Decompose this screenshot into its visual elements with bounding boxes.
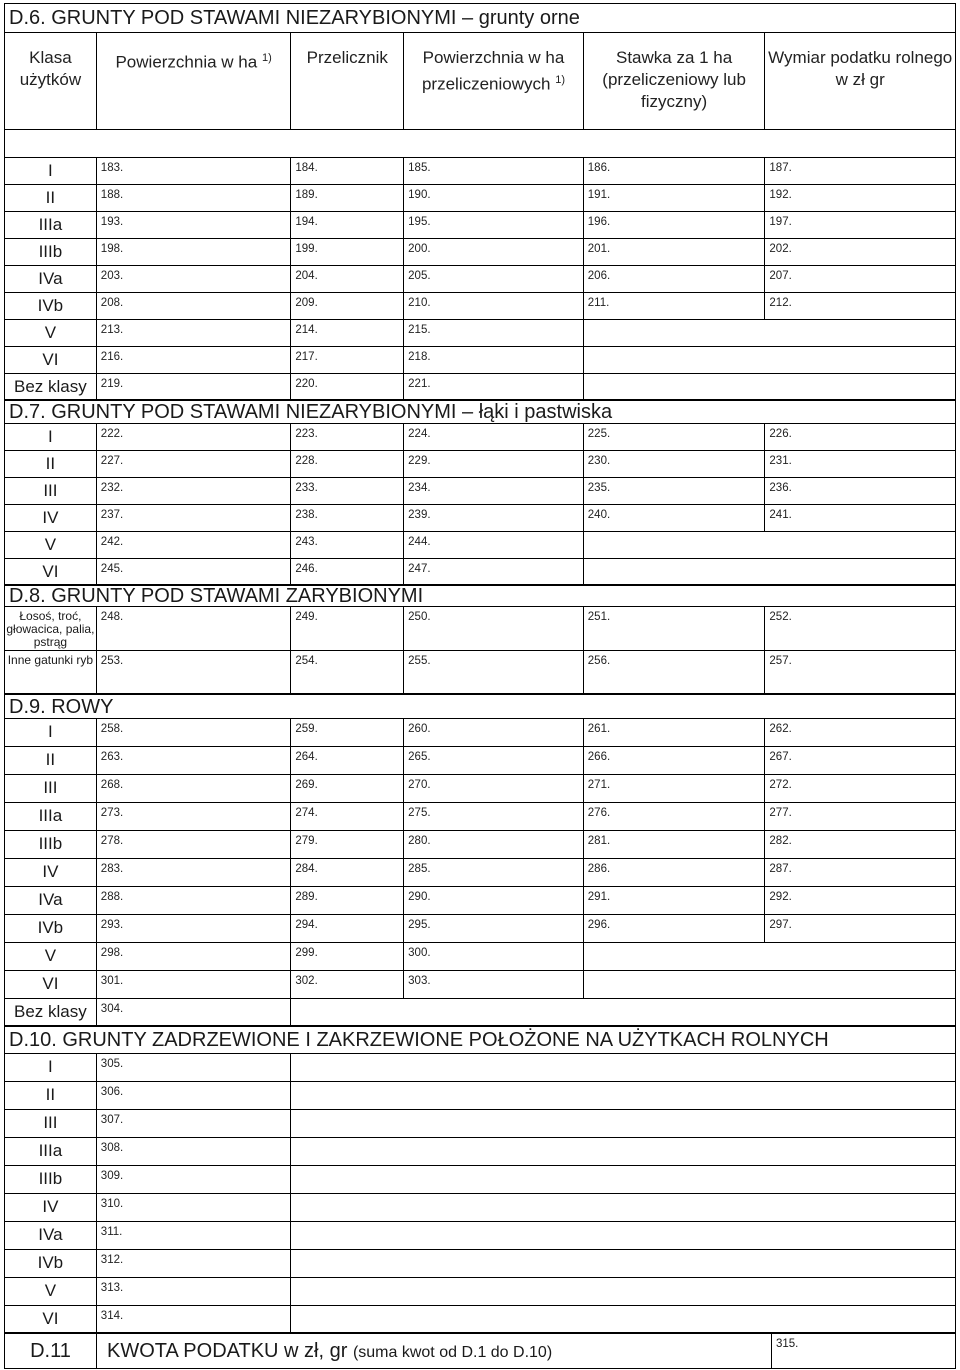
field-220[interactable]: 220. (291, 374, 404, 399)
field-289[interactable]: 289. (291, 887, 404, 914)
field-206[interactable]: 206. (584, 266, 766, 292)
table-row (4, 265, 956, 292)
field-268[interactable]: 268. (97, 775, 292, 802)
row-class-label: IVb (5, 293, 97, 319)
field-299[interactable]: 299. (291, 943, 404, 970)
field-261[interactable]: 261. (584, 719, 766, 746)
row-class-label: I (5, 424, 97, 450)
total-tax-note: (suma kwot od D.1 do D.10) (352, 1344, 553, 1361)
field-262[interactable]: 262. (769, 723, 792, 735)
field-212[interactable]: 212. (769, 297, 792, 309)
field-274[interactable]: 274. (291, 803, 404, 830)
field-291[interactable]: 291. (584, 887, 766, 914)
blank-cell (584, 532, 766, 558)
row-class-label: Bez klasy (5, 374, 97, 399)
field-201[interactable]: 201. (584, 239, 766, 265)
blank-cell (404, 1306, 584, 1332)
row-class-label: V (5, 320, 97, 346)
header-converted-area (404, 33, 584, 129)
header-tax (765, 33, 955, 129)
table-row (4, 346, 956, 373)
field-216[interactable]: 216. (97, 347, 292, 373)
field-306[interactable]: 306. (97, 1082, 292, 1109)
blank-cell (765, 971, 955, 998)
field-248[interactable]: 248. (97, 607, 292, 650)
field-253[interactable]: 253. (97, 651, 292, 693)
section-d10-title: D.10. GRUNTY ZADRZEWIONE I ZAKRZEWIONE POŁOŻONE NA UŻYTKACH ROLNYCH (4, 1026, 956, 1053)
blank-cell (584, 320, 766, 346)
field-198[interactable]: 198. (97, 239, 292, 265)
field-209[interactable]: 209. (291, 293, 404, 319)
blank-cell (291, 1054, 404, 1081)
row-class-label: VI (5, 559, 97, 584)
field-302[interactable]: 302. (291, 971, 404, 998)
table-row (4, 718, 956, 746)
section-d11-label: D.11 (5, 1334, 97, 1368)
section-d9-title: D.9. ROWY (4, 694, 956, 718)
field-304[interactable]: 304. (97, 999, 292, 1025)
blank-cell (404, 1082, 584, 1109)
field-242[interactable]: 242. (97, 532, 292, 558)
blank-cell (291, 1222, 404, 1249)
section-d9-rows (4, 718, 956, 1026)
blank-cell (765, 999, 955, 1025)
field-266[interactable]: 266. (584, 747, 766, 774)
header-spacer (4, 130, 956, 157)
field-238[interactable]: 238. (291, 505, 404, 531)
field-187[interactable]: 187. (769, 162, 792, 174)
row-class-label: VI (5, 347, 97, 373)
blank-cell (765, 347, 955, 373)
field-251[interactable]: 251. (584, 607, 766, 650)
blank-cell (404, 1278, 584, 1305)
field-247[interactable]: 247. (404, 559, 584, 584)
blank-cell (291, 1082, 404, 1109)
table-row (4, 1053, 956, 1081)
field-231[interactable]: 231. (769, 455, 792, 467)
section-d8-title: D.8. GRUNTY POD STAWAMI ZARYBIONYMI (4, 585, 956, 606)
field-218[interactable]: 218. (404, 347, 584, 373)
field-200[interactable]: 200. (404, 239, 584, 265)
field-309[interactable]: 309. (97, 1166, 292, 1193)
blank-cell (584, 1110, 766, 1137)
blank-cell (584, 999, 766, 1025)
field-227[interactable]: 227. (97, 451, 292, 477)
field-270[interactable]: 270. (404, 775, 584, 802)
row-class-label: III (5, 478, 97, 504)
row-class-label: II (5, 1082, 97, 1109)
table-row (4, 1137, 956, 1165)
field-202[interactable]: 202. (769, 243, 792, 255)
field-221[interactable]: 221. (404, 374, 584, 399)
field-230[interactable]: 230. (584, 451, 766, 477)
field-297[interactable]: 297. (769, 919, 792, 931)
row-class-label: IVb (5, 915, 97, 942)
header-area-footnote: 1) (261, 52, 272, 64)
row-class-label: IVa (5, 266, 97, 292)
field-254[interactable]: 254. (291, 651, 404, 693)
table-row (4, 373, 956, 400)
field-215[interactable]: 215. (404, 320, 584, 346)
blank-cell (584, 374, 766, 399)
field-207[interactable]: 207. (769, 270, 792, 282)
row-class-label: I (5, 158, 97, 184)
table-row (4, 746, 956, 774)
blank-cell (404, 1250, 584, 1277)
table-row (4, 184, 956, 211)
field-245[interactable]: 245. (97, 559, 292, 584)
field-287[interactable]: 287. (769, 863, 792, 875)
blank-cell (765, 1110, 955, 1137)
field-307[interactable]: 307. (97, 1110, 292, 1137)
field-257[interactable]: 257. (769, 655, 792, 667)
table-row (4, 1165, 956, 1193)
section-d7-title: D.7. GRUNTY POD STAWAMI NIEZARYBIONYMI – łąki i pastwiska (4, 400, 956, 423)
total-tax-field[interactable]: 315. (776, 1338, 799, 1350)
field-285[interactable]: 285. (404, 859, 584, 886)
header-area-label: Powierzchnia w ha (115, 52, 258, 72)
blank-cell (291, 1110, 404, 1137)
field-292[interactable]: 292. (769, 891, 792, 903)
blank-cell (765, 559, 955, 584)
table-row (4, 886, 956, 914)
field-280[interactable]: 280. (404, 831, 584, 858)
blank-cell (584, 1138, 766, 1165)
field-235[interactable]: 235. (584, 478, 766, 504)
field-229[interactable]: 229. (404, 451, 584, 477)
header-rate (584, 33, 766, 129)
field-273[interactable]: 273. (97, 803, 292, 830)
blank-cell (584, 1054, 766, 1081)
field-240[interactable]: 240. (584, 505, 766, 531)
field-265[interactable]: 265. (404, 747, 584, 774)
field-303[interactable]: 303. (404, 971, 584, 998)
field-236[interactable]: 236. (769, 482, 792, 494)
blank-cell (584, 971, 766, 998)
field-204[interactable]: 204. (291, 266, 404, 292)
blank-cell (404, 1166, 584, 1193)
row-class-label: III (5, 775, 97, 802)
field-275[interactable]: 275. (404, 803, 584, 830)
field-222[interactable]: 222. (97, 424, 292, 450)
header-rate-label: Stawka za 1 ha (przeliczeniowy lub fizyczny) (602, 48, 746, 111)
row-class-label: IV (5, 505, 97, 531)
field-191[interactable]: 191. (584, 185, 766, 211)
field-190[interactable]: 190. (404, 185, 584, 211)
field-210[interactable]: 210. (404, 293, 584, 319)
row-class-label: IV (5, 1194, 97, 1221)
blank-cell (584, 1250, 766, 1277)
blank-cell (291, 1250, 404, 1277)
field-233[interactable]: 233. (291, 478, 404, 504)
table-row (4, 238, 956, 265)
header-factor (291, 33, 404, 129)
blank-cell (765, 1306, 955, 1332)
field-255[interactable]: 255. (404, 651, 584, 693)
row-class-label: IIIa (5, 1138, 97, 1165)
field-314[interactable]: 314. (97, 1306, 292, 1332)
field-196[interactable]: 196. (584, 212, 766, 238)
row-class-label: IIIb (5, 1166, 97, 1193)
field-188[interactable]: 188. (97, 185, 292, 211)
field-301[interactable]: 301. (97, 971, 292, 998)
field-312[interactable]: 312. (97, 1250, 292, 1277)
field-290[interactable]: 290. (404, 887, 584, 914)
field-249[interactable]: 249. (291, 607, 404, 650)
blank-cell (765, 1082, 955, 1109)
table-row (4, 450, 956, 477)
row-class-label: III (5, 1110, 97, 1137)
table-row (4, 1109, 956, 1137)
field-205[interactable]: 205. (404, 266, 584, 292)
field-193[interactable]: 193. (97, 212, 292, 238)
table-row (4, 1249, 956, 1277)
table-row (4, 292, 956, 319)
blank-cell (765, 1222, 955, 1249)
blank-cell (291, 999, 404, 1025)
blank-cell (584, 559, 766, 584)
total-tax-caption: KWOTA PODATKU w zł, gr (107, 1340, 348, 1362)
field-296[interactable]: 296. (584, 915, 766, 942)
table-row (4, 477, 956, 504)
field-256[interactable]: 256. (584, 651, 766, 693)
field-213[interactable]: 213. (97, 320, 292, 346)
blank-cell (765, 943, 955, 970)
section-d7-rows (4, 423, 956, 585)
field-264[interactable]: 264. (291, 747, 404, 774)
table-row (4, 157, 956, 184)
field-283[interactable]: 283. (97, 859, 292, 886)
blank-cell (404, 1194, 584, 1221)
field-263[interactable]: 263. (97, 747, 292, 774)
blank-cell (765, 1166, 955, 1193)
field-203[interactable]: 203. (97, 266, 292, 292)
field-239[interactable]: 239. (404, 505, 584, 531)
table-row (4, 1305, 956, 1333)
section-d11-total (4, 1333, 956, 1369)
field-293[interactable]: 293. (97, 915, 292, 942)
field-237[interactable]: 237. (97, 505, 292, 531)
blank-cell (765, 374, 955, 399)
row-class-label: II (5, 451, 97, 477)
field-224[interactable]: 224. (404, 424, 584, 450)
field-195[interactable]: 195. (404, 212, 584, 238)
field-246[interactable]: 246. (291, 559, 404, 584)
table-row (4, 1277, 956, 1305)
field-232[interactable]: 232. (97, 478, 292, 504)
field-269[interactable]: 269. (291, 775, 404, 802)
blank-cell (584, 1166, 766, 1193)
field-185[interactable]: 185. (404, 158, 584, 184)
table-row (4, 504, 956, 531)
blank-cell (584, 347, 766, 373)
field-258[interactable]: 258. (97, 719, 292, 746)
row-class-label: II (5, 185, 97, 211)
header-converted-area-footnote: 1) (555, 74, 565, 86)
field-241[interactable]: 241. (769, 509, 792, 521)
blank-cell (765, 1194, 955, 1221)
blank-cell (291, 1194, 404, 1221)
table-row (4, 211, 956, 238)
row-class-label: I (5, 719, 97, 746)
table-row (4, 942, 956, 970)
header-factor-label: Przelicznik (306, 48, 388, 67)
table-row (4, 1221, 956, 1249)
field-189[interactable]: 189. (291, 185, 404, 211)
field-288[interactable]: 288. (97, 887, 292, 914)
field-183[interactable]: 183. (97, 158, 292, 184)
row-class-label: V (5, 943, 97, 970)
blank-cell (584, 1222, 766, 1249)
field-272[interactable]: 272. (769, 779, 792, 791)
field-192[interactable]: 192. (769, 189, 792, 201)
blank-cell (765, 1138, 955, 1165)
row-class-label: VI (5, 1306, 97, 1332)
header-area (97, 33, 292, 129)
field-305[interactable]: 305. (97, 1054, 292, 1081)
table-row (4, 423, 956, 450)
header-class-label: Klasa użytków (19, 48, 82, 89)
field-194[interactable]: 194. (291, 212, 404, 238)
blank-cell (584, 1306, 766, 1332)
field-282[interactable]: 282. (769, 835, 792, 847)
blank-cell (765, 1054, 955, 1081)
table-row (4, 650, 956, 694)
blank-cell (291, 1278, 404, 1305)
field-250[interactable]: 250. (404, 607, 584, 650)
field-184[interactable]: 184. (291, 158, 404, 184)
field-211[interactable]: 211. (584, 293, 766, 319)
table-header (4, 32, 956, 130)
table-row (4, 830, 956, 858)
field-313[interactable]: 313. (97, 1278, 292, 1305)
row-class-label: IIIa (5, 803, 97, 830)
field-219[interactable]: 219. (97, 374, 292, 399)
table-row (4, 319, 956, 346)
field-208[interactable]: 208. (97, 293, 292, 319)
field-226[interactable]: 226. (769, 428, 792, 440)
blank-cell (404, 1138, 584, 1165)
table-row (4, 858, 956, 886)
row-class-label: IVa (5, 887, 97, 914)
field-217[interactable]: 217. (291, 347, 404, 373)
field-294[interactable]: 294. (291, 915, 404, 942)
table-row (4, 531, 956, 558)
blank-cell (291, 1138, 404, 1165)
row-class-label: IIIb (5, 239, 97, 265)
field-279[interactable]: 279. (291, 831, 404, 858)
field-271[interactable]: 271. (584, 775, 766, 802)
section-d6-title: D.6. GRUNTY POD STAWAMI NIEZARYBIONYMI – grunty orne (4, 3, 956, 32)
row-class-label: IVb (5, 1250, 97, 1277)
field-311[interactable]: 311. (97, 1222, 292, 1249)
section-d6-rows (4, 157, 956, 400)
tax-form-page (4, 3, 956, 1369)
field-300[interactable]: 300. (404, 943, 584, 970)
table-row (4, 998, 956, 1026)
field-286[interactable]: 286. (584, 859, 766, 886)
table-row (4, 606, 956, 650)
blank-cell (404, 1054, 584, 1081)
header-class (5, 33, 97, 129)
table-row (4, 970, 956, 998)
field-225[interactable]: 225. (584, 424, 766, 450)
field-281[interactable]: 281. (584, 831, 766, 858)
blank-cell (291, 1166, 404, 1193)
table-row (4, 1081, 956, 1109)
field-234[interactable]: 234. (404, 478, 584, 504)
field-278[interactable]: 278. (97, 831, 292, 858)
field-298[interactable]: 298. (97, 943, 292, 970)
row-class-label: IVa (5, 1222, 97, 1249)
blank-cell (584, 1082, 766, 1109)
blank-cell (765, 1250, 955, 1277)
field-276[interactable]: 276. (584, 803, 766, 830)
blank-cell (765, 320, 955, 346)
blank-cell (404, 999, 584, 1025)
field-244[interactable]: 244. (404, 532, 584, 558)
field-259[interactable]: 259. (291, 719, 404, 746)
field-223[interactable]: 223. (291, 424, 404, 450)
table-row (4, 774, 956, 802)
field-310[interactable]: 310. (97, 1194, 292, 1221)
field-252[interactable]: 252. (769, 611, 792, 623)
blank-cell (584, 1194, 766, 1221)
blank-cell (765, 532, 955, 558)
field-214[interactable]: 214. (291, 320, 404, 346)
section-d8-rows (4, 606, 956, 694)
blank-cell (291, 1306, 404, 1332)
blank-cell (765, 1278, 955, 1305)
header-converted-area-label: Powierzchnia w ha przeliczeniowych (421, 48, 565, 94)
row-class-label: IV (5, 859, 97, 886)
row-class-label: IIIa (5, 212, 97, 238)
header-tax-label: Wymiar podatku rolnego w zł gr (768, 48, 953, 89)
row-class-label: IIIb (5, 831, 97, 858)
field-260[interactable]: 260. (404, 719, 584, 746)
blank-cell (584, 943, 766, 970)
row-class-label: Inne gatunki ryb (5, 651, 97, 693)
field-243[interactable]: 243. (291, 532, 404, 558)
field-186[interactable]: 186. (584, 158, 766, 184)
row-class-label: V (5, 1278, 97, 1305)
table-row (4, 558, 956, 585)
field-284[interactable]: 284. (291, 859, 404, 886)
field-308[interactable]: 308. (97, 1138, 292, 1165)
field-277[interactable]: 277. (769, 807, 792, 819)
row-class-label: Bez klasy (5, 999, 97, 1025)
blank-cell (584, 1278, 766, 1305)
row-class-label: V (5, 532, 97, 558)
table-row (4, 914, 956, 942)
row-class-label: II (5, 747, 97, 774)
table-row (4, 802, 956, 830)
row-class-label: Łosoś, troć, głowacica, palia, pstrąg (5, 607, 97, 650)
table-row (4, 1193, 956, 1221)
row-class-label: VI (5, 971, 97, 998)
field-267[interactable]: 267. (769, 751, 792, 763)
field-228[interactable]: 228. (291, 451, 404, 477)
field-197[interactable]: 197. (769, 216, 792, 228)
field-295[interactable]: 295. (404, 915, 584, 942)
field-199[interactable]: 199. (291, 239, 404, 265)
section-d11-text (97, 1334, 772, 1368)
section-d10-rows (4, 1053, 956, 1333)
row-class-label: I (5, 1054, 97, 1081)
blank-cell (404, 1222, 584, 1249)
blank-cell (404, 1110, 584, 1137)
